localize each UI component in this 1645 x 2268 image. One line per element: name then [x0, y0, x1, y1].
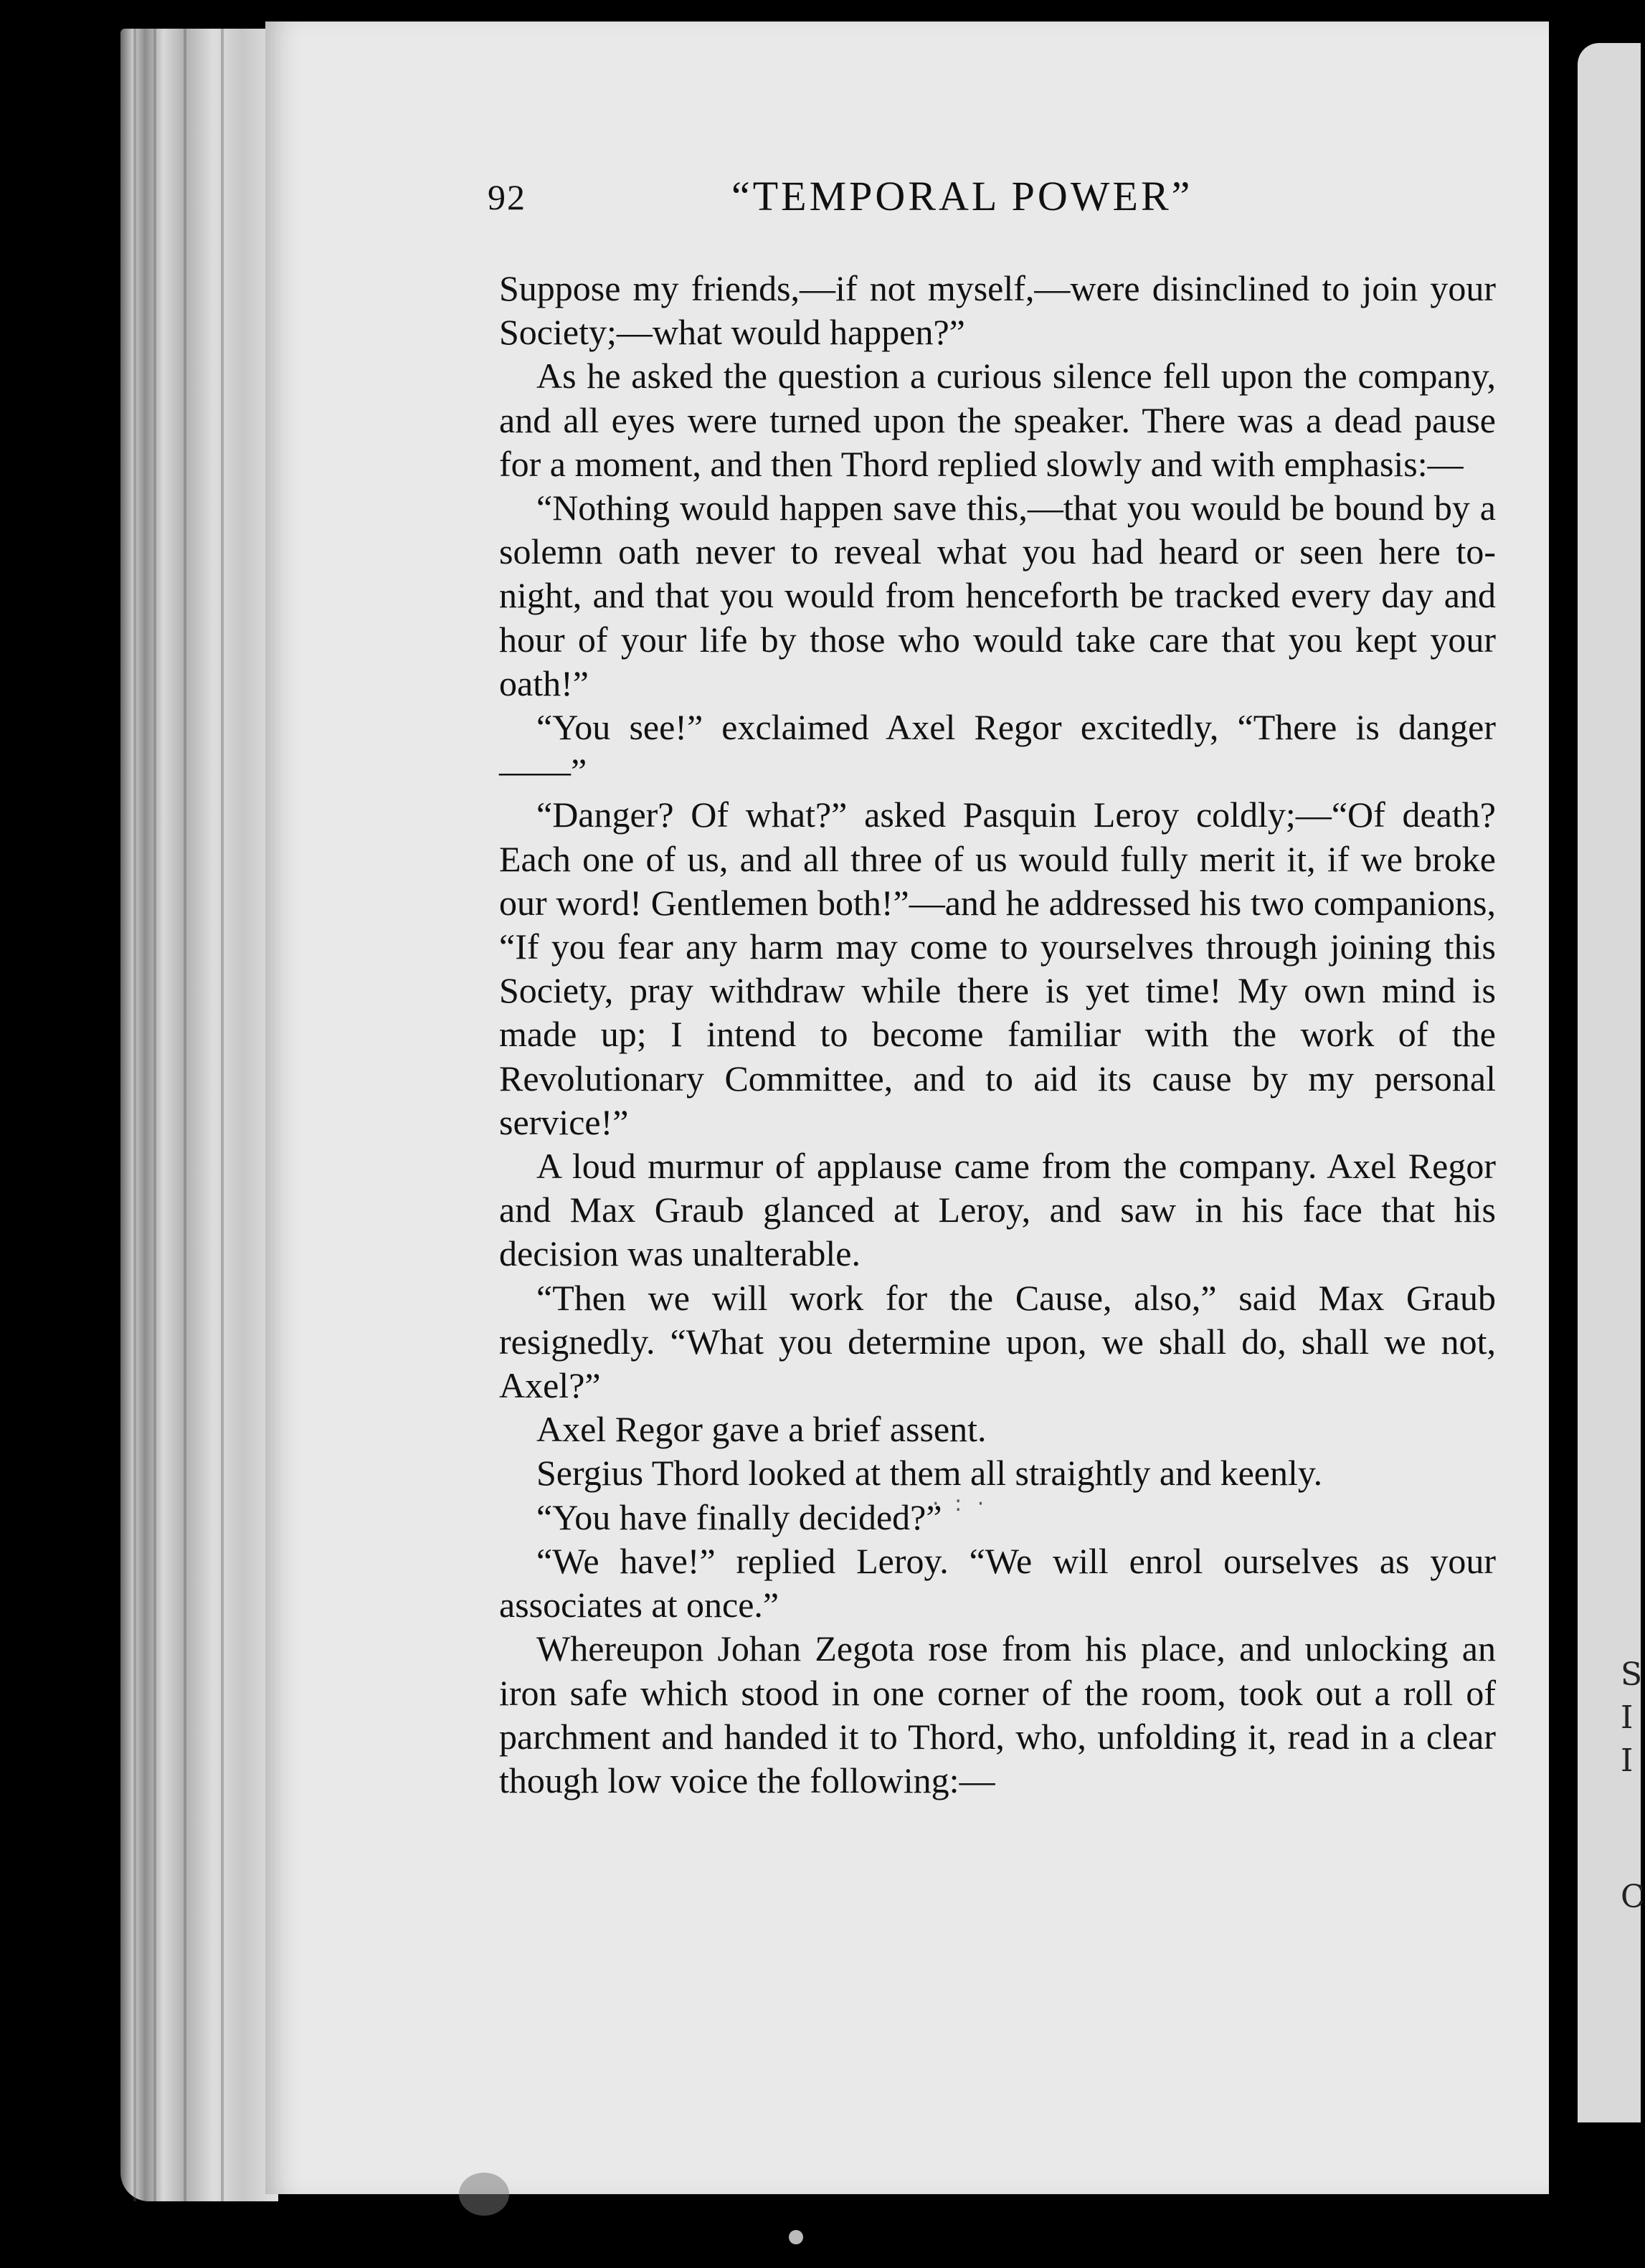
- next-page-fragment: C: [1621, 1879, 1645, 1915]
- running-title: “TEMPORAL POWER”: [731, 173, 1193, 219]
- paragraph: “Nothing would happen save this,—that you would be bound by a solemn oath never to reveal what you had heard or seen here to-night, and that you would from henceforth be tracked every day and hour of your life by those who would take care that you kept your oath!”: [499, 488, 1496, 703]
- paragraph: Axel Regor gave a brief assent.: [536, 1409, 987, 1450]
- next-page-edge: [1578, 43, 1645, 2122]
- scan-speck: [789, 2230, 803, 2244]
- paragraph: Suppose my friends,—if not myself,—were disinclined to join your Society;—what would happen?”: [499, 268, 1496, 353]
- page-number: 92: [488, 177, 526, 217]
- paragraph: Whereupon Johan Zegota rose from his place, and unlocking an iron safe which stood in one corner of the room, took out a roll of parchment and handed it to Thord, who, unfolding it, read in a clear though low voice the following:—: [499, 1628, 1496, 1800]
- scan-speck: [459, 2173, 509, 2216]
- body-text: [499, 267, 1496, 1803]
- next-page-fragment: I: [1621, 1742, 1634, 1779]
- page-edges: [120, 29, 278, 2201]
- paragraph: “Then we will work for the Cause, also,” said Max Graub resignedly. “What you determine upon, we shall do, shall we not, Axel?”: [499, 1277, 1496, 1406]
- paragraph: A loud murmur of applause came from the company. Axel Regor and Max Graub glanced at Leroy, and saw in his face that his decision was unalterable.: [499, 1146, 1496, 1274]
- paragraph: “You have finally decided?”: [536, 1496, 942, 1537]
- paragraph: “We have!” replied Leroy. “We will enrol ourselves as your associates at once.”: [499, 1540, 1496, 1626]
- paragraph: As he asked the question a curious silence fell upon the company, and all eyes were turned upon the speaker. There was a dead pause for a moment, and then Thord replied slowly and with emphasis:—: [499, 356, 1496, 484]
- running-head: [488, 172, 1492, 229]
- paragraph: “Danger? Of what?” asked Pasquin Leroy coldly;—“Of death? Each one of us, and all three of us would fully merit it, if we broke our word! Gentlemen both!”—and he addressed his two companions, “If you fear any harm may come to yourselves through joining this Society, pray withdraw while there is yet time! My own mind is made up; I intend to become familiar with the work of the Revolutionary Committee, and to aid its cause by my personal service!”: [499, 794, 1496, 1142]
- page-smudge: · : ·: [932, 1491, 989, 1517]
- next-page-fragment: I: [1621, 1699, 1634, 1736]
- paragraph: “You see!” exclaimed Axel Regor excitedly, “There is danger——”: [499, 707, 1496, 792]
- paragraph: Sergius Thord looked at them all straightly and keenly.: [536, 1453, 1323, 1494]
- next-page-fragment: S: [1621, 1656, 1643, 1693]
